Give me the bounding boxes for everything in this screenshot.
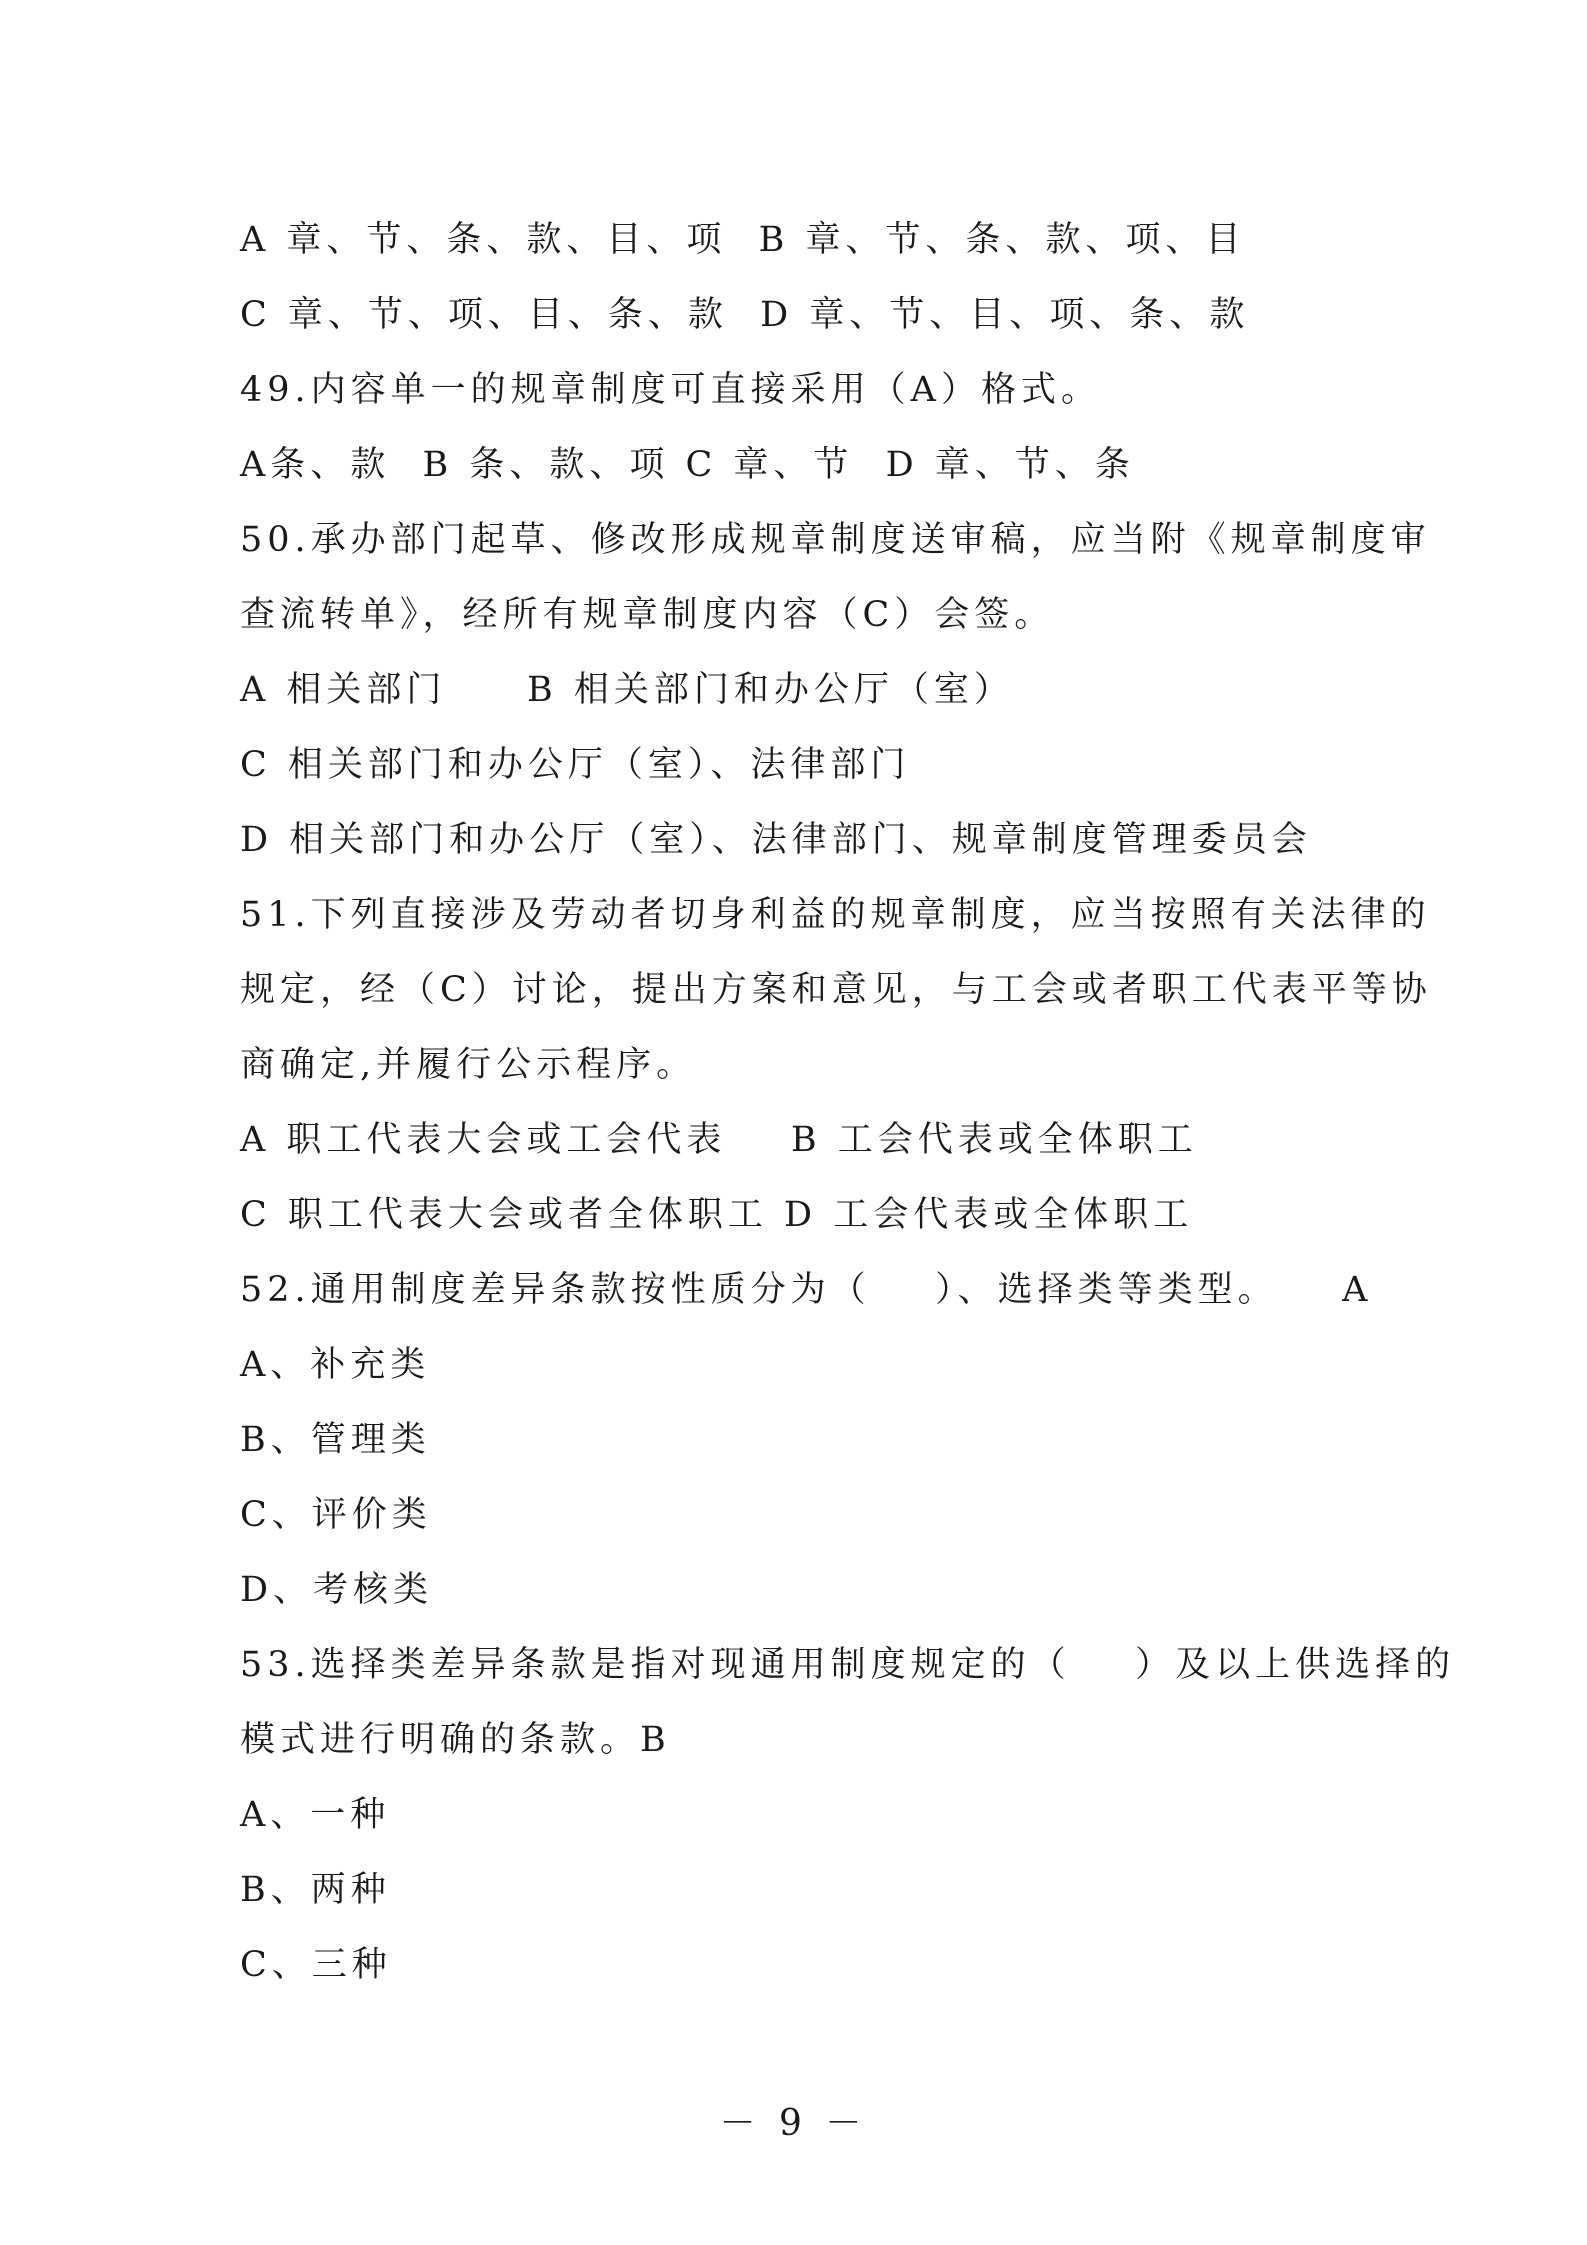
option-line: D 相关部门和办公厅（室）、法律部门、规章制度管理委员会 [240, 820, 1312, 860]
question-53: 53.选择类差异条款是指对现通用制度规定的（ ）及以上供选择的 [240, 1645, 1456, 1685]
option-line: D、考核类 [240, 1570, 434, 1610]
question-50: 50.承办部门起草、修改形成规章制度送审稿，应当附《规章制度审 [240, 520, 1431, 560]
question-50-continued: 查流转单》，经所有规章制度内容（C）会签。 [240, 595, 1055, 635]
option-line: B、两种 [240, 1870, 391, 1910]
question-51-continued: 规定，经（C）讨论，提出方案和意见，与工会或者职工代表平等协 [240, 970, 1432, 1010]
option-line: A、补充类 [240, 1345, 431, 1385]
option-line: A、一种 [240, 1795, 391, 1835]
document-body [240, 210, 1456, 2010]
option-line: C 相关部门和办公厅（室）、法律部门 [240, 745, 911, 785]
option-line: A条、款 B 条、款、项 C 章、节 D 章、节、条 [240, 445, 1135, 485]
option-line: C、三种 [240, 1945, 392, 1985]
question-49: 49.内容单一的规章制度可直接采用（A）格式。 [240, 370, 1101, 410]
option-line: A 相关部门 B 相关部门和办公厅（室） [240, 670, 1014, 710]
option-line: C 职工代表大会或者全体职工 D 工会代表或全体职工 [240, 1195, 1194, 1235]
option-line: C、评价类 [240, 1495, 432, 1535]
question-51-continued: 商确定,并履行公示程序。 [240, 1045, 697, 1085]
question-53-continued: 模式进行明确的条款。B [240, 1720, 671, 1760]
option-line: A 职工代表大会或工会代表 B 工会代表或全体职工 [240, 1120, 1198, 1160]
option-line: B、管理类 [240, 1420, 431, 1460]
question-51: 51.下列直接涉及劳动者切身利益的规章制度，应当按照有关法律的 [240, 895, 1431, 935]
option-line: A 章、节、条、款、目、项 B 章、节、条、款、项、目 [240, 220, 1246, 260]
page-number: － 9 － [719, 2103, 868, 2144]
question-52: 52.通用制度差异条款按性质分为（ ）、选择类等类型。 A [240, 1270, 1373, 1310]
option-line: C 章、节、项、目、条、款 D 章、节、目、项、条、款 [240, 295, 1250, 335]
